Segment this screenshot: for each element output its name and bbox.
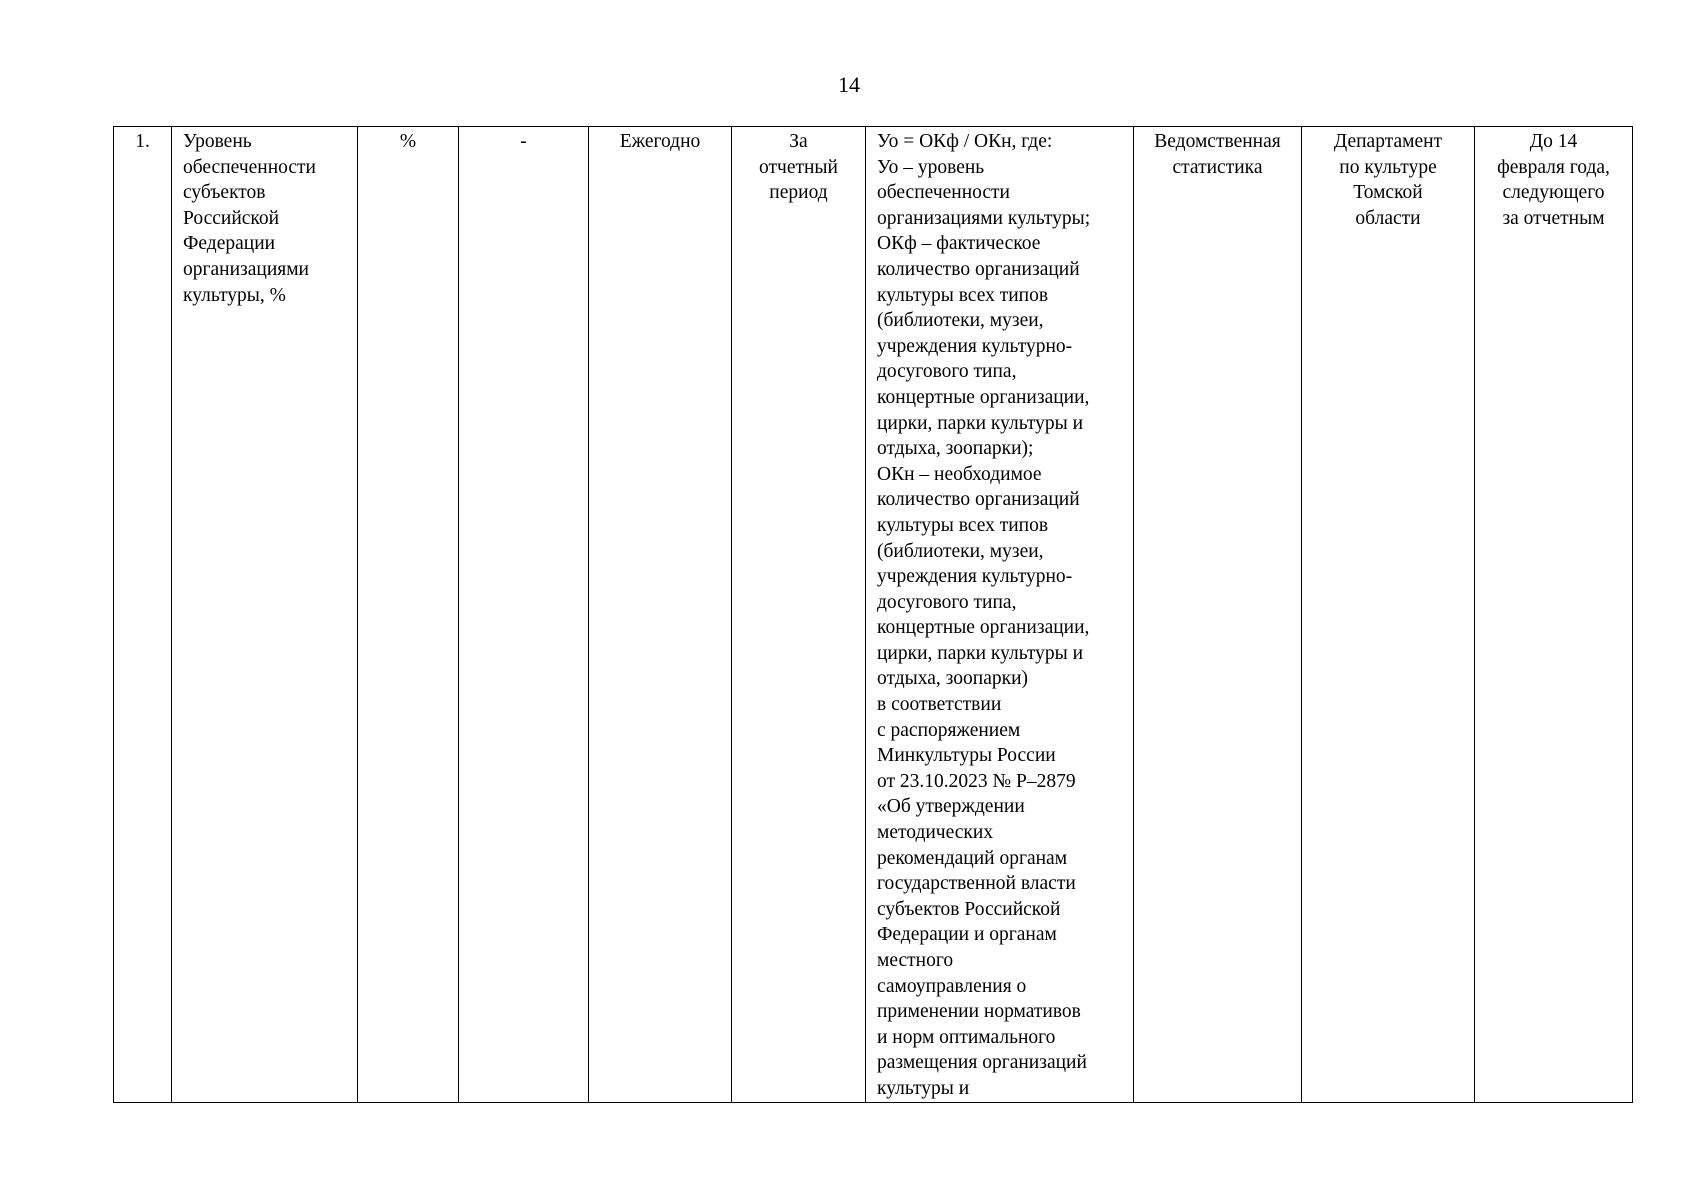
indicator-name-cell: Уровень обеспеченности субъектов Российской Федерации организациями культуры, %: [172, 127, 358, 1103]
row-number-cell: 1.: [114, 127, 172, 1103]
calculation-method-cell: Уо = ОКф / ОКн, где: Уо – уровень обеспеченности организациями культуры; ОКф – фактическое количество организаций культуры всех типов (библиотеки, музеи, учреждения культурно- досугового типа, концертные организации, цирки, парки культуры и отдыха, зоопарки); ОКн – необходимое количество организаций культуры всех типов (библиотеки, музеи, учреждения культурно- досугового типа, концертные организации, цирки, парки культуры и отдыха, зоопарки) в соответствии с распоряжением Минкультуры России от 23.10.2023 № Р–2879 «Об утверждении методических рекомендаций органам государственной власти субъектов Российской Федерации и органам местного самоуправления о применении нормативов и норм оптимального размещения организаций культуры и: [866, 127, 1134, 1103]
page-number: 14: [838, 72, 860, 97]
base-value-cell: -: [459, 127, 589, 1103]
periodicity-cell: Ежегодно: [589, 127, 732, 1103]
unit-cell: %: [358, 127, 459, 1103]
table-row: [114, 127, 1633, 1103]
temporal-characteristic-cell: За отчетный период: [732, 127, 866, 1103]
indicator-table: [113, 126, 1633, 1103]
deadline-cell: До 14 февраля года, следующего за отчетным: [1475, 127, 1633, 1103]
data-source-cell: Ведомственная статистика: [1134, 127, 1302, 1103]
responsible-cell: Департамент по культуре Томской области: [1302, 127, 1475, 1103]
